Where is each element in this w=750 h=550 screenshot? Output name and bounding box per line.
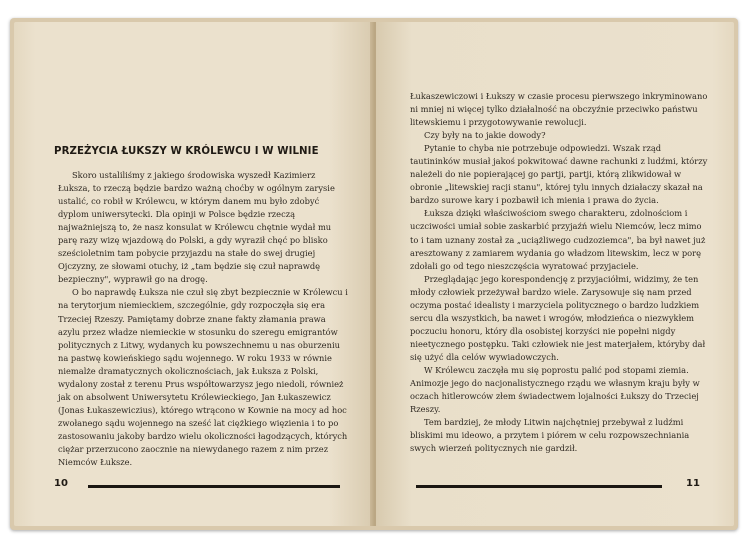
page-number: 10 xyxy=(54,478,68,489)
paragraph: Tem bardziej, że młody Litwin najchętniej przebywał z ludźmi bliskimi mu ideowo, a przytem i piórem w celu rozpowszechniania swych wierzeń politycznych nie gardził. xyxy=(410,417,690,454)
right-page xyxy=(376,22,734,526)
paragraph: Czy były na to jakie dowody? xyxy=(424,130,546,141)
paragraph: Przeglądając jego korespondencję z przyjaciółmi, widzimy, że ten młody człowiek przeżywał bardzo wiele. Zarysowuje się nam przed oczyma postać idealisty i marzyciela politycznego o bardzo ludzkiem sercu dla wszystkich, ba nawet i wrogów, młodzieńca o niezwykłem poczuciu honoru, który dla osobistej korzyści nie popełni nigdy nieetycznego postępku. Taki człowiek nie jest materjałem, któryby dał się użyć dla celów wywiadowczych. xyxy=(410,273,706,362)
paragraph: O bo naprawdę Łuksza nie czuł się zbyt bezpiecznie w Królewcu i na terytorjum niemieckiem, szczególnie, gdy rozpoczęła się era Trzeciej Rzeszy. Pamiętamy dobrze znane fakty złamania prawa azylu przez władze niemieckie w stosunku do szeregu emigrantów politycznych z Litwy, wydanych ku powszechnemu u nas oburzeniu na pastwę kowieńskiego sądu wojennego. W roku 1933 w równie niemalże dramatycznych okolicznościach, jak Łuksza z Polski, wydalony został z terenu Prus współtowarzysz jego niedoli, również jak on absolwent Uniwersytetu Królewieckiego, Jan Łukaszewicz (Jonas Łukaszewiczius), którego wtrącono w Kownie na mocy ad hoc zwołanego sądu wojennego na sześć lat ciężkiego więzienia i to po zastosowaniu jakoby bardzo wielu okoliczności łagodzących, których ciężar przerzucono zaocznie na niewydanego razem z nim przez Niemców Łuksze. xyxy=(58,287,348,468)
left-page-text xyxy=(58,169,350,469)
open-book xyxy=(10,18,738,530)
footer-rule xyxy=(416,485,662,488)
paragraph: Łukaszewiczowi i Łukszy w czasie procesu pierwszego inkryminowano ni mniej ni więcej tylko działalność na obczyźnie przeciwko państwu litewskiemu i przygotowywanie rewolucji. xyxy=(410,91,708,128)
left-page xyxy=(14,22,372,526)
right-page-text xyxy=(410,90,710,455)
paragraph: Łuksza dzięki właściwościom swego charakteru, zdolnościom i uczciwości umiał sobie zaskarbić przyjaźń wielu Niemców, lecz mimo to i tam uznany został za „uciążliwego cudzoziemca", ba był nawet już aresztowany z zamiarem wydania go władzom litewskim, lecz w porę zdołali go od tego nieszczęścia wyratować przyjaciele. xyxy=(410,208,706,271)
chapter-heading: PRZEŻYCIA ŁUKSZY W KRÓLEWCU I W WILNIE xyxy=(54,146,319,157)
paragraph: W Królewcu zaczęła mu się poprostu palić pod stopami ziemia. Animozje jego do nacjonalistycznego rządu we własnym kraju były w oczach hitlerowców złem świadectwem lojalności Łukszy do Trzeciej Rzeszy. xyxy=(410,364,700,415)
paragraph: Skoro ustaliliśmy z jakiego środowiska wyszedł Kazimierz Łuksza, to rzeczą będzie bardzo ważną choćby w ogólnym zarysie ustalić, co robił w Królewcu, w którym danem mu było zdobyć dyplom uniwersytecki. Dla opinji w Polsce będzie rzeczą najważniejszą to, że nasz konsulat w Królewcu chętnie wydał mu parę razy wizę wjazdową do Polski, a gdy wyraził chęć po blisko sześcioletnim tam pobycie przyjazdu na stałe do swej drugiej Ojczyzny, ze słowami otuchy, iż „tam będzie się czuł naprawdę bezpieczny", wyprawił go na drogę. xyxy=(58,170,335,285)
paragraph: Pytanie to chyba nie potrzebuje odpowiedzi. Wszak rząd tautininków musiał jakoś pokwitować dawne rachunki z ludźmi, którzy należeli do nie popierającej go partji, partji, którą zlikwidował w obronie „litewskiej racji stanu", której tylu innych działaczy skazał na bardzo surowe kary i pozbawił ich mienia i prawa do życia. xyxy=(410,143,708,206)
page-number: 11 xyxy=(686,478,700,489)
footer-rule xyxy=(88,485,340,488)
